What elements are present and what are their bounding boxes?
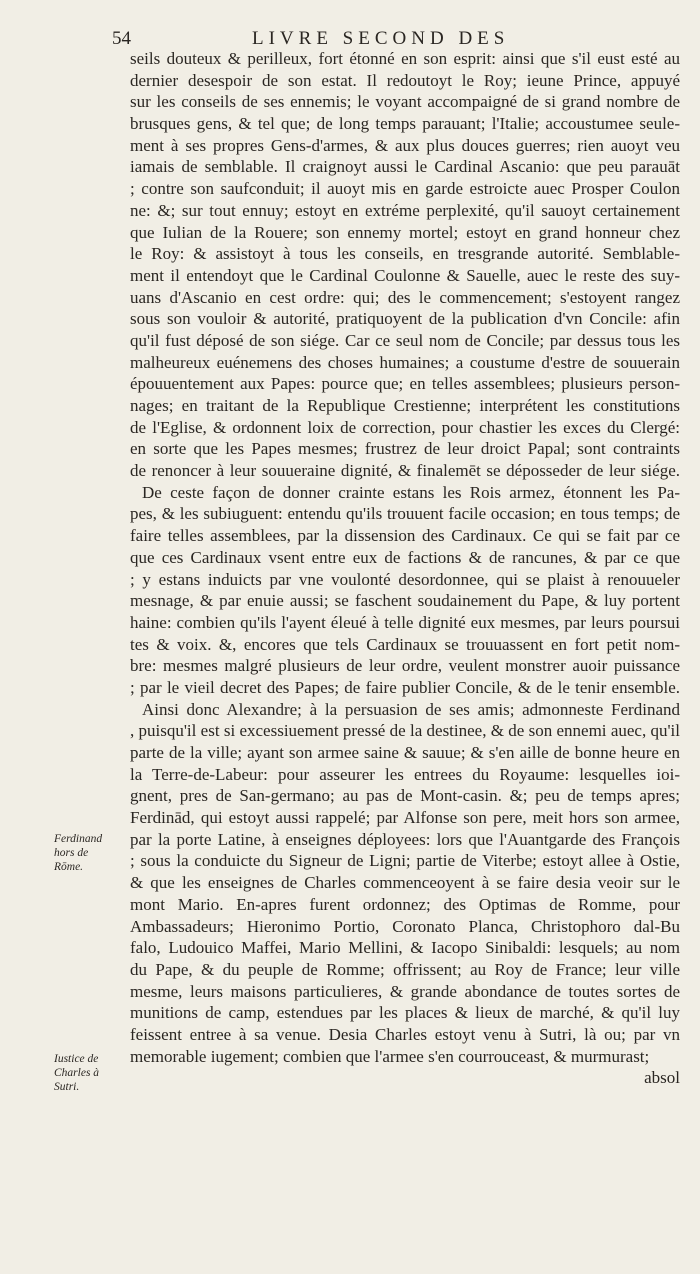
text-line: ; par le vieil decret des Papes; de faire publier Concile, & de le tenir ensemble.: [130, 677, 680, 697]
text-line: De ceste façon de donner crainte estans les Rois armez, étonnent les Pa-: [142, 482, 680, 502]
text-line: , puisqu'il est si excessiuement pressé de la destinee, & de son ennemi auec, qu'il: [130, 721, 680, 741]
text-line: iamais de semblable. Il craignoyt aussi le Cardinal Ascanio: que peu parauāt: [130, 157, 680, 177]
text-line: seils douteux & perilleux, fort étonné en son esprit: ainsi que s'il eust esté au: [130, 49, 680, 68]
text-line: sous son vouloir & autorité, pratiquoyent de la publication d'vn Concile: afin: [130, 309, 680, 329]
catchword: absol: [644, 1068, 680, 1088]
text-line: ; y estans induicts par vne voulonté desordonnee, qui se plaist à renouueler: [130, 569, 680, 589]
text-line: & que les enseignes de Charles commenceoyent à se faire desia veoir sur le: [130, 873, 680, 893]
text-line: dernier desespoir de son estat. Il redoutoyt le Roy; ieune Prince, appuyé: [130, 70, 680, 90]
text-line: Ambassadeurs; Hieronimo Portio, Coronato Planca, Christophoro dal-Bu: [130, 916, 680, 936]
text-line: ment à ses propres Gens-d'armes, & aux plus douces guerres; rien auoyt veu: [130, 135, 680, 155]
text-line: ; sous la conduicte du Signeur de Ligni; partie de Viterbe; estoyt allee à Ostie,: [130, 851, 680, 871]
text-line: de l'Eglise, & ordonnent loix de correction, pour chastier les exces du Clergé:: [130, 417, 680, 437]
text-line: faire telles assemblees, par la dissension des Cardinaux. Ce qui se fait par ce: [130, 526, 680, 546]
text-line: la Terre-de-Labeur: pour asseurer les entrees du Royaume: lesquelles ioi-: [130, 764, 680, 784]
text-line: que ces Cardinaux vsent entre eux de factions & de rancunes, & par ce que: [130, 547, 680, 567]
text-line: munitions de camp, estendues par les places & lieux de marché, & qu'il luy: [130, 1003, 680, 1023]
text-line: le Roy: & assistoyt à tous les conseils, en tresgrande autorité. Semblable-: [130, 244, 680, 264]
text-line: par la porte Latine, à enseignes déployees: lors que l'Auantgarde des François: [130, 829, 680, 849]
text-block: [130, 48, 680, 1089]
text-line: gnent, pres de San-germano; au pas de Mont-casin. &; peu de temps apres;: [130, 786, 680, 806]
text-line: de renoncer à leur souueraine dignité, & finalemēt se déposseder de leur siége.: [130, 461, 680, 481]
text-line: en sorte que les Papes mesmes; frustrez de leur droict Papal; sont contraints: [130, 439, 680, 459]
text-line: parte de la ville; ayant son armee saine & sauue; & s'en aille de bonne heure en: [130, 743, 680, 762]
text-line: mont Mario. En-apres furent ordonnez; des Optimas de Romme, pour: [130, 894, 680, 914]
page-number: 54: [112, 28, 131, 49]
text-line: Ferdinād, qui estoyt aussi rappelé; par Alfonse son pere, meit hors son armee,: [130, 808, 680, 828]
text-line: épouuentement aux Papes: pource que; en telles assemblees; plusieurs person-: [130, 374, 680, 394]
text-line: ment il entendoyt que le Cardinal Coulonne & Sauelle, auec le reste des suy-: [130, 265, 680, 285]
text-line: brusques gens, & tel que; de long temps parauant; l'Italie; accoustumee seule-: [130, 114, 680, 134]
text-line: bre: mesmes malgré plusieurs de leur ordre, veulent monstrer auoir puissance: [130, 656, 680, 676]
text-line: uans d'Ascanio en cest ordre: qui; des le commencement; s'estoyent rangez: [130, 287, 680, 307]
text-line: tes & voix. &, encores que tels Cardinaux se trouuassent en fort petit nom-: [130, 634, 680, 654]
text-line: ne: &; sur tout ennuy; estoyt en extréme perplexité, qu'il sauoyt certainement: [130, 200, 680, 220]
text-line: que Iulian de la Rouere; son ennemy mortel; estoyt en grand honneur chez: [130, 222, 680, 242]
text-line: memorable iugement; combien que l'armee s'en courrouceast, & murmurast;: [130, 1046, 650, 1066]
text-line: nages; en traitant de la Republique Crestienne; interprétent les constitutions: [130, 396, 680, 415]
running-head: LIVRE SECOND DES: [252, 28, 510, 49]
margin-note-ferdinand: Ferdinand hors de Rōme.: [54, 833, 103, 873]
text-line: feissent entree à sa venue. Desia Charles estoyt venu à Sutri, là ou; par vn: [130, 1024, 680, 1044]
text-line: qu'il fust déposé de son siége. Car ce seul nom de Concile; par dessus tous les: [130, 330, 680, 350]
text-line: falo, Ludouico Maffei, Mario Mellini, & Iacopo Sinibaldi: lesquels; au nom: [130, 938, 680, 958]
text-line: pes, & les subiuguent: entendu qu'ils trouuent facile occasion; en tous temps; de: [130, 504, 680, 524]
text-line: haine: combien qu'ils l'ayent éleué à telle dignité eux mesmes, par leurs poursui: [130, 612, 680, 632]
text-line: mesme, leurs maisons particulieres, & grande abondance de toutes sortes de: [130, 981, 680, 1001]
text-line: Ainsi donc Alexandre; à la persuasion de ses amis; admonneste Ferdinand: [142, 699, 680, 719]
text-line: ; contre son saufconduit; il auoyt mis en garde estroicte auec Prosper Coulon: [130, 179, 680, 199]
margin-note-sutri: Iustice de Charles à Sutri.: [54, 1053, 100, 1093]
text-line: sur les conseils de ses ennemis; le voyant accompaigné de si grand nombre de: [130, 92, 680, 112]
text-line: mesnage, & par enuie aussi; se faschent soudainement du Pape, & luy portent: [130, 591, 680, 611]
text-line: malheureux euénemens des choses humaines; a coustume d'estre de souuerain: [130, 352, 680, 372]
text-line: du Pape, & du peuple de Romme; offrissent; au Roy de France; leur ville: [130, 959, 680, 979]
